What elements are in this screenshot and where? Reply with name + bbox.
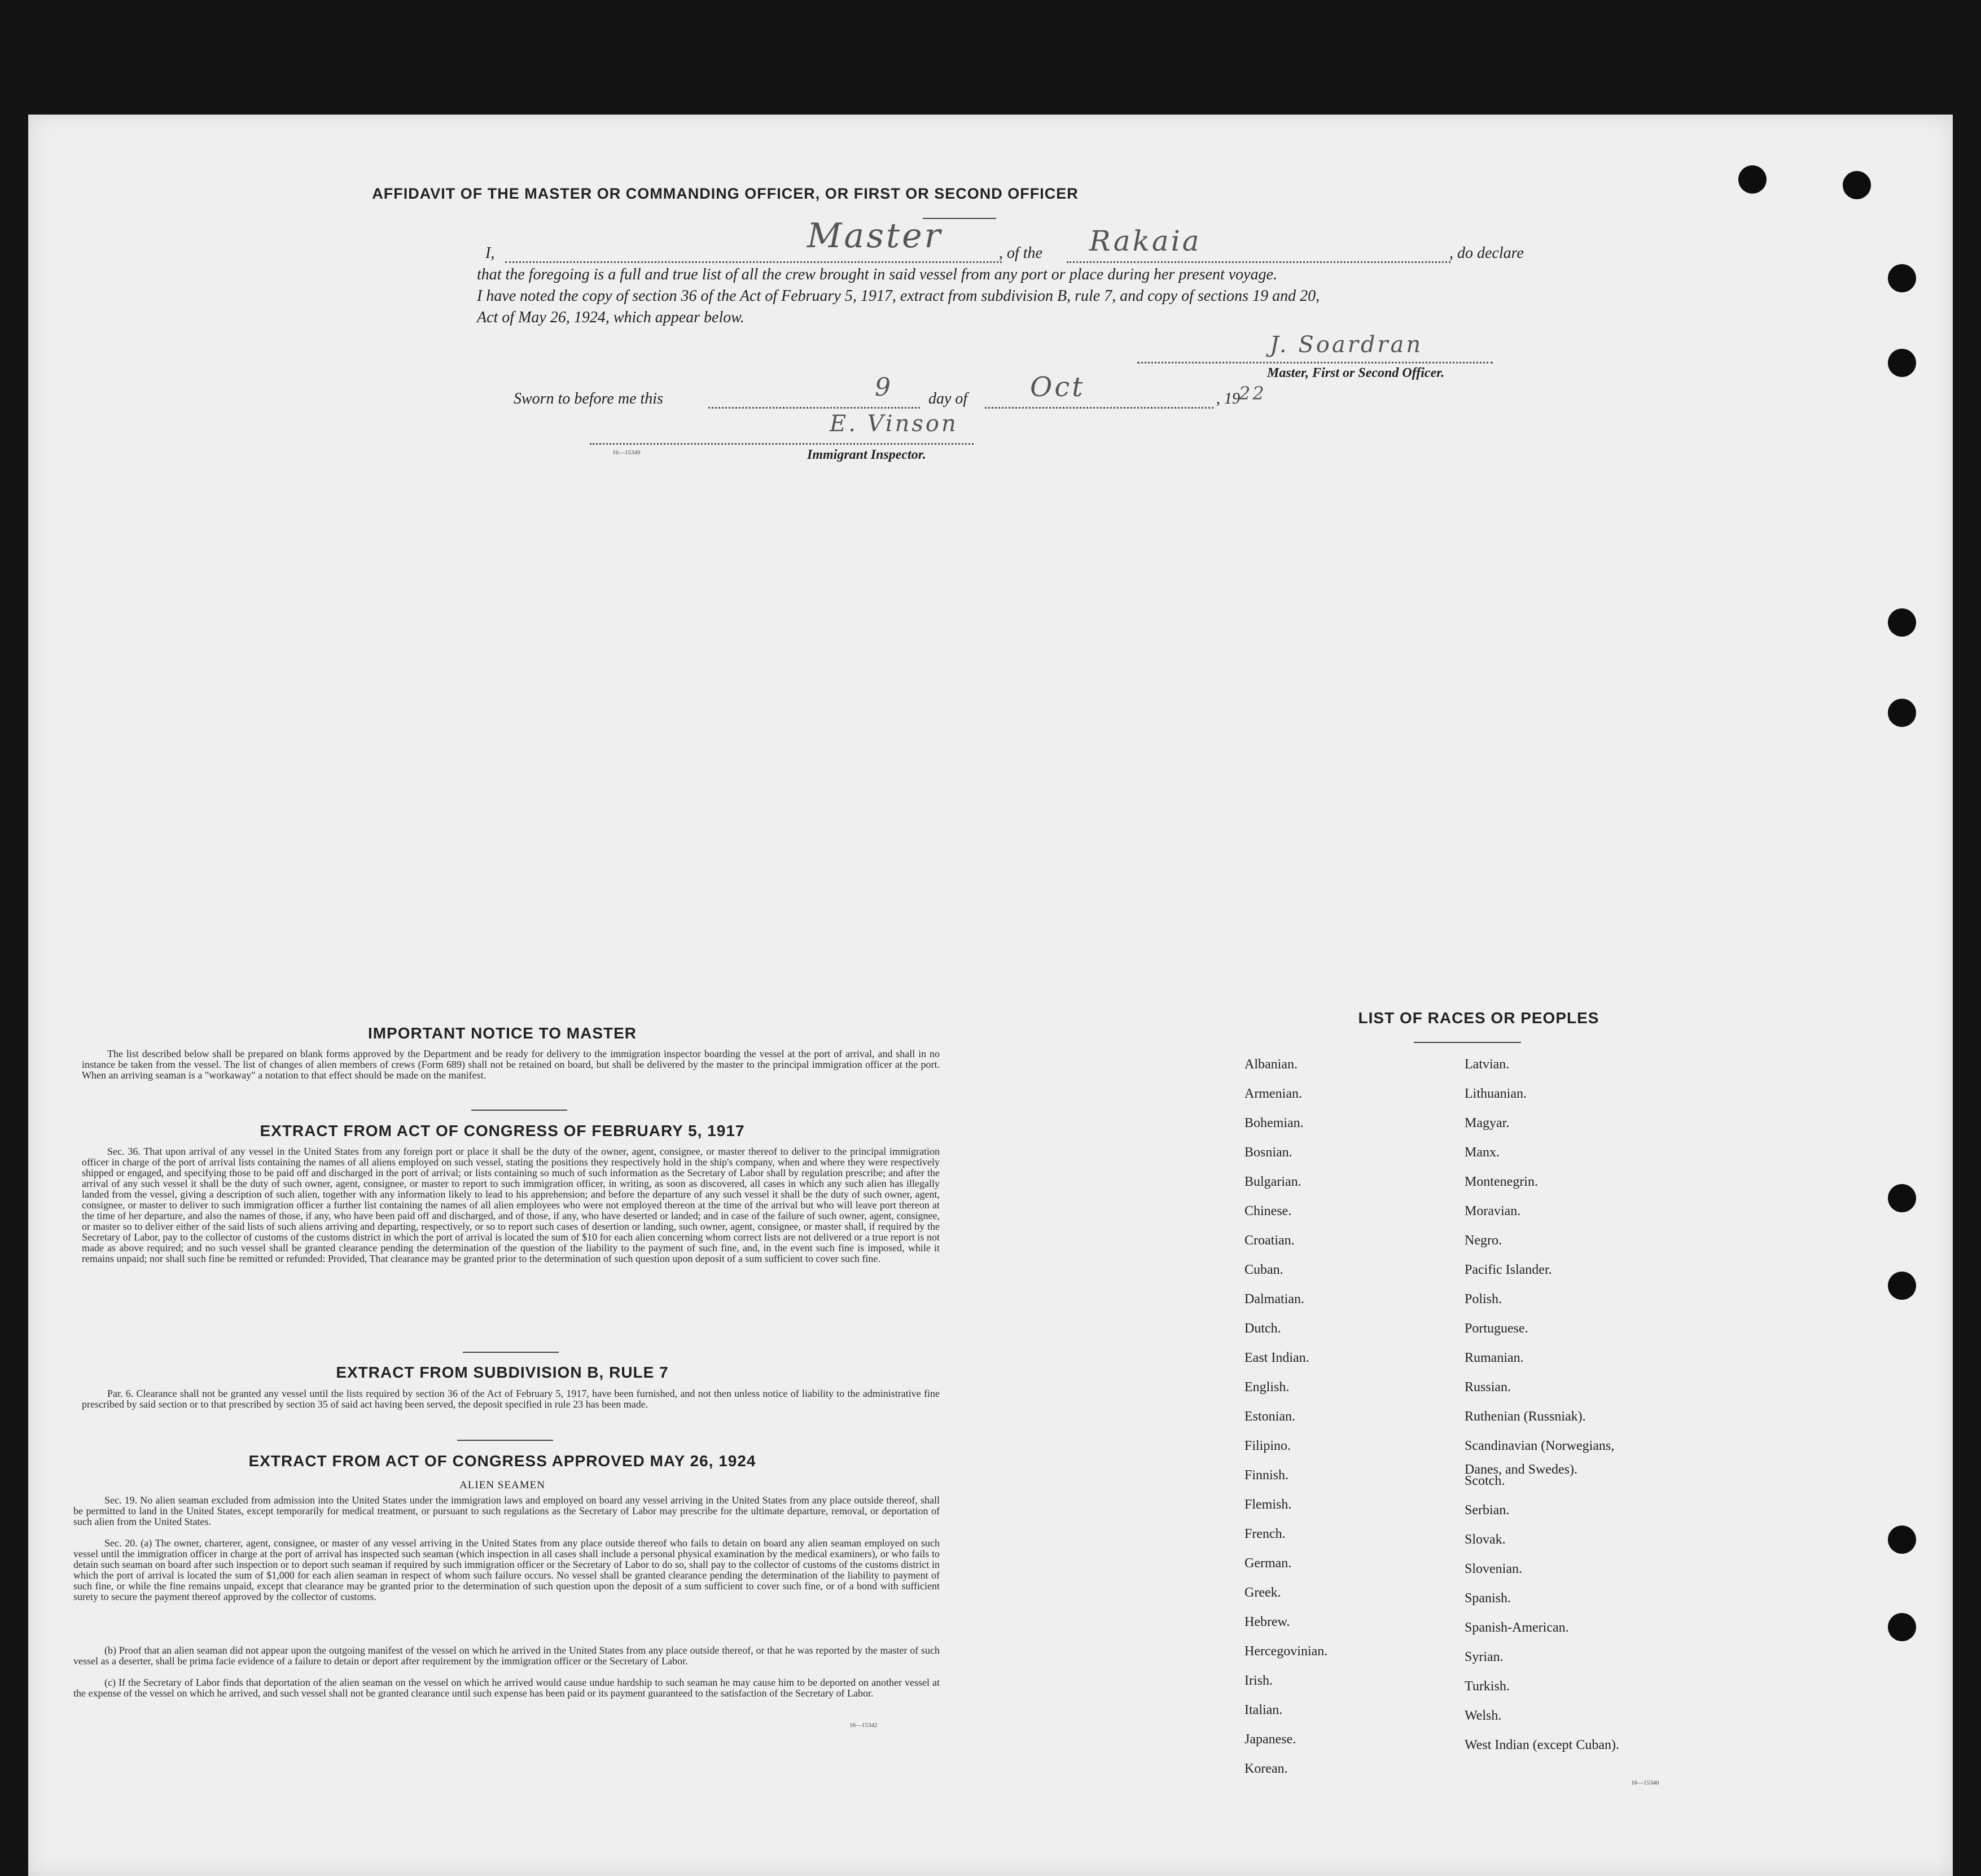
race-item: Welsh. [1465,1708,1502,1723]
binder-hole [1738,165,1767,194]
vessel-handwriting: Rakaia [1089,225,1202,257]
race-item: Montenegrin. [1465,1174,1538,1189]
month-handwriting: Oct [1030,371,1085,403]
year-prefix-label: , 19 [1216,390,1240,407]
section-rule [463,1352,559,1353]
binder-hole [1888,608,1916,637]
binder-hole [1843,171,1871,199]
race-item: Ruthenian (Russniak). [1465,1409,1586,1424]
race-item: East Indian. [1244,1351,1309,1365]
race-item: Dutch. [1244,1321,1281,1336]
inspector-label: Immigrant Inspector. [807,448,926,462]
extract-1917-text: Sec. 36. That upon arrival of any vessel in the United States from any foreign port or place it shall be the duty of the owner, agent, consignee, or master thereof to deliver to the principal immigration officer in charge of the port of arrival lists containing the names of all aliens employed on such vessel, stating the positions they respectively hold in the ship's company, when and where they were respectively shipped or engaged, and specifying those to be paid off and discharged in the port of arrival; or lists containing so much of such information as the Secretary of Labor shall by regulation prescribe; and after the arrival of any such vessel it shall be the duty of such owner, agent, consignee, or master to report to such immigration officer, in writing, as soon as discovered, all cases in which any such alien has illegally landed from the vessel, giving a description of such alien, together with any information likely to lead to his apprehension; and before the departure of any such vessel it shall be the duty of such owner, agent, consignee, or master to deliver to such immigration officer a further list containing the names of all alien employees who were not employed thereon at the time of the arrival but who will leave port thereon at the time of her departure, and also the names of those, if any, who have been paid off and discharged, and of those, if any, who have deserted or landed; and in case of the failure of such owner, agent, consignee, or master so to deliver either of the said lists of such aliens arriving and departing, respectively, or so to report such cases of desertion or landing, such owner, agent, consignee, or master shall, if required by the Secretary of Labor, pay to the collector of customs of the customs district in which the port of arrival is located the sum of $10 for each alien concerning whom correct lists are not delivered or a true report is not made as above required; and no such vessel shall be granted clearance pending the determination of the question of the liability to the payment of such fine, and, in the event such fine is imposed, while it remains unpaid; nor shall such fine be remitted or refunded: Provided, That clearance may be granted prior to the determination of such question upon deposit of a sum sufficient to cover such fine. [82,1146,940,1264]
race-item: Slovenian. [1465,1562,1522,1576]
race-item: Bulgarian. [1244,1174,1301,1189]
race-item: Manx. [1465,1145,1500,1160]
officer-line [505,261,1002,263]
vessel-line [1067,261,1450,263]
inspector-line [590,443,974,445]
extract-1924-title: EXTRACT FROM ACT OF CONGRESS APPROVED MAY 26, 1924 [248,1452,756,1470]
race-item: Hercegovinian. [1244,1644,1328,1659]
race-item: Irish. [1244,1673,1273,1688]
race-item: Estonian. [1244,1409,1295,1424]
binder-hole [1888,1526,1916,1554]
race-item: French. [1244,1527,1286,1541]
alien-seamen-subtitle: ALIEN SEAMEN [459,1479,545,1491]
binder-hole [1888,1272,1916,1300]
race-item: West Indian (except Cuban). [1465,1738,1619,1752]
race-item: Greek. [1244,1585,1281,1600]
extract-1917-title: EXTRACT FROM ACT OF CONGRESS OF FEBRUARY 5, 1917 [260,1122,745,1139]
section-rule [471,1110,567,1111]
race-item: Polish. [1465,1292,1502,1307]
affidavit-form-number: 16—15349 [612,449,641,456]
binder-hole [1888,699,1916,727]
races-rule [1414,1042,1521,1043]
race-item: Negro. [1465,1233,1502,1248]
do-declare-label: , do declare [1449,244,1524,262]
binder-hole [1888,349,1916,377]
race-item: Turkish. [1465,1679,1510,1694]
race-item: Armenian. [1244,1086,1302,1101]
race-item: Serbian. [1465,1503,1510,1518]
extract-rule7-title: EXTRACT FROM SUBDIVISION B, RULE 7 [336,1364,669,1381]
affidavit-intro: I, [485,244,495,262]
extract-rule7-text: Par. 6. Clearance shall not be granted any vessel until the lists required by section 36 of the Act of February 5, 1917, have been furnished, and not then unless notice of liability to the administrative fine prescribed by said section or to that prescribed by section 35 of said act having been served, the deposit specified in rule 23 has been made. [82,1388,940,1410]
section-20b-text: (b) Proof that an alien seaman did not appear upon the outgoing manifest of the vessel on which he arrived in the United States from any place outside thereof, or that he was reported by the master of such vessel as a deserter, shall be prima facie evidence of a failure to detain or deport after requirement by the immigration officer or the Secretary of Labor. [73,1645,940,1667]
race-item: Spanish. [1465,1591,1511,1606]
race-item: Scotch. [1465,1474,1505,1488]
race-item: Italian. [1244,1703,1283,1717]
sworn-label: Sworn to before me this [514,390,663,407]
race-item: Bohemian. [1244,1116,1304,1130]
race-item: Scandinavian (Norwegians, [1465,1439,1615,1453]
race-item: Latvian. [1465,1057,1510,1072]
race-item: Albanian. [1244,1057,1298,1072]
race-item: Pacific Islander. [1465,1263,1552,1277]
day-handwriting: 9 [875,373,893,402]
race-item: Croatian. [1244,1233,1295,1248]
day-line [708,407,920,409]
race-item: Cuban. [1244,1263,1283,1277]
race-item: English. [1244,1380,1290,1395]
day-of-label: day of [928,390,968,407]
race-item: Rumanian. [1465,1351,1524,1365]
race-item: German. [1244,1556,1292,1571]
affidavit-line3: I have noted the copy of section 36 of the Act of February 5, 1917, extract from subdivision B, rule 7, and copy of sections 19 and 20, [477,287,1320,305]
binder-hole [1888,264,1916,292]
race-item: Hebrew. [1244,1615,1290,1629]
race-item: Russian. [1465,1380,1511,1395]
month-line [985,407,1213,409]
section-20c-text: (c) If the Secretary of Labor finds that deportation of the alien seaman on the vessel on which he arrived would cause undue hardship to such seaman he may cause him to be deported on another vessel at the expense of the vessel on which he arrived, and such vessel shall not be granted clearance until such expense has been paid or its payment guaranteed to the satisfaction of the Secretary of Labor. [73,1677,940,1699]
section-rule [457,1440,553,1441]
race-item: Slovak. [1465,1532,1506,1547]
race-item: Syrian. [1465,1650,1504,1664]
binder-hole [1888,1184,1916,1212]
race-item: Korean. [1244,1761,1288,1776]
officer-handwriting: Master [807,216,943,256]
race-item: Finnish. [1244,1468,1289,1483]
race-item: Portuguese. [1465,1321,1528,1336]
year-handwriting: 22 [1239,383,1266,404]
scandinavian-continued: Danes, and Swedes). [1465,1462,1577,1477]
notice-title: IMPORTANT NOTICE TO MASTER [367,1024,637,1042]
affidavit-title: AFFIDAVIT OF THE MASTER OR COMMANDING OFFICER, OR FIRST OR SECOND OFFICER [372,185,1079,202]
race-item: Japanese. [1244,1732,1296,1747]
section-19-text: Sec. 19. No alien seaman excluded from admission into the United States under the immigration laws and employed on board any vessel arriving in the United States from any place outside thereof, shall be permitted to land in the United States, except temporarily for medical treatment, or pursuant to such regulations as the Secretary of Labor may prescribe for the ultimate departure, removal, or deportation of such alien from the United States. [73,1494,940,1527]
race-item: Flemish. [1244,1497,1292,1512]
binder-hole [1888,1613,1916,1641]
race-item: Magyar. [1465,1116,1510,1130]
of-the-label: , of the [999,244,1042,262]
race-item: Spanish-American. [1465,1620,1569,1635]
master-label: Master, First or Second Officer. [1267,366,1445,380]
race-item: Moravian. [1465,1204,1521,1218]
affidavit-line4: Act of May 26, 1924, which appear below. [477,309,744,326]
races-title: LIST OF RACES OR PEOPLES [1358,1009,1599,1027]
extract-form-number: 16—15342 [849,1722,878,1729]
master-signature-line [1137,362,1493,363]
notice-text: The list described below shall be prepared on blank forms approved by the Department and be ready for delivery to the immigration inspector boarding the vessel at the port of arrival, and shall in no instance be taken from the vessel. The list of changes of alien members of crews (Form 689) shall not be retained on board, but shall be delivered by the master to the principal immigration officer at the port. When an arriving seaman is a "workaway" a notation to that effect should be made on the manifest. [82,1048,940,1081]
affidavit-line2: that the foregoing is a full and true list of all the crew brought in said vessel from any port or place during her present voyage. [477,266,1278,283]
race-item: Lithuanian. [1465,1086,1527,1101]
race-item: Chinese. [1244,1204,1292,1218]
race-item: Filipino. [1244,1439,1291,1453]
race-item: Dalmatian. [1244,1292,1304,1307]
races-form-number: 16—15340 [1631,1779,1659,1786]
master-signature: J. Soardran [1270,332,1423,358]
section-20a-text: Sec. 20. (a) The owner, charterer, agent, consignee, or master of any vessel arriving in the United States from any place outside thereof who fails to detain on board any alien seaman employed on such vessel until the immigration officer in charge at the port of arrival has inspected such seaman (which inspection in all cases shall include a personal physical examination by the medical examiners), or who fails to detain such seaman on board after such inspection or to deport such seaman if required by such immigration officer or the Secretary of Labor to do so, shall pay to the collector of customs of the customs district in which the port of arrival is located the sum of $1,000 for each alien seaman in respect of whom such failure occurs. No vessel shall be granted clearance pending the determination of the liability to payment of such fine, or while the fine remains unpaid, except that clearance may be granted prior to the determination of such question upon the deposit of a sum sufficient to cover such fine, or of a bond with sufficient surety to secure the payment thereof approved by the collector of customs. [73,1537,940,1602]
document-page [28,115,1953,1876]
race-item: Bosnian. [1244,1145,1292,1160]
inspector-signature: E. Vinson [830,411,958,437]
